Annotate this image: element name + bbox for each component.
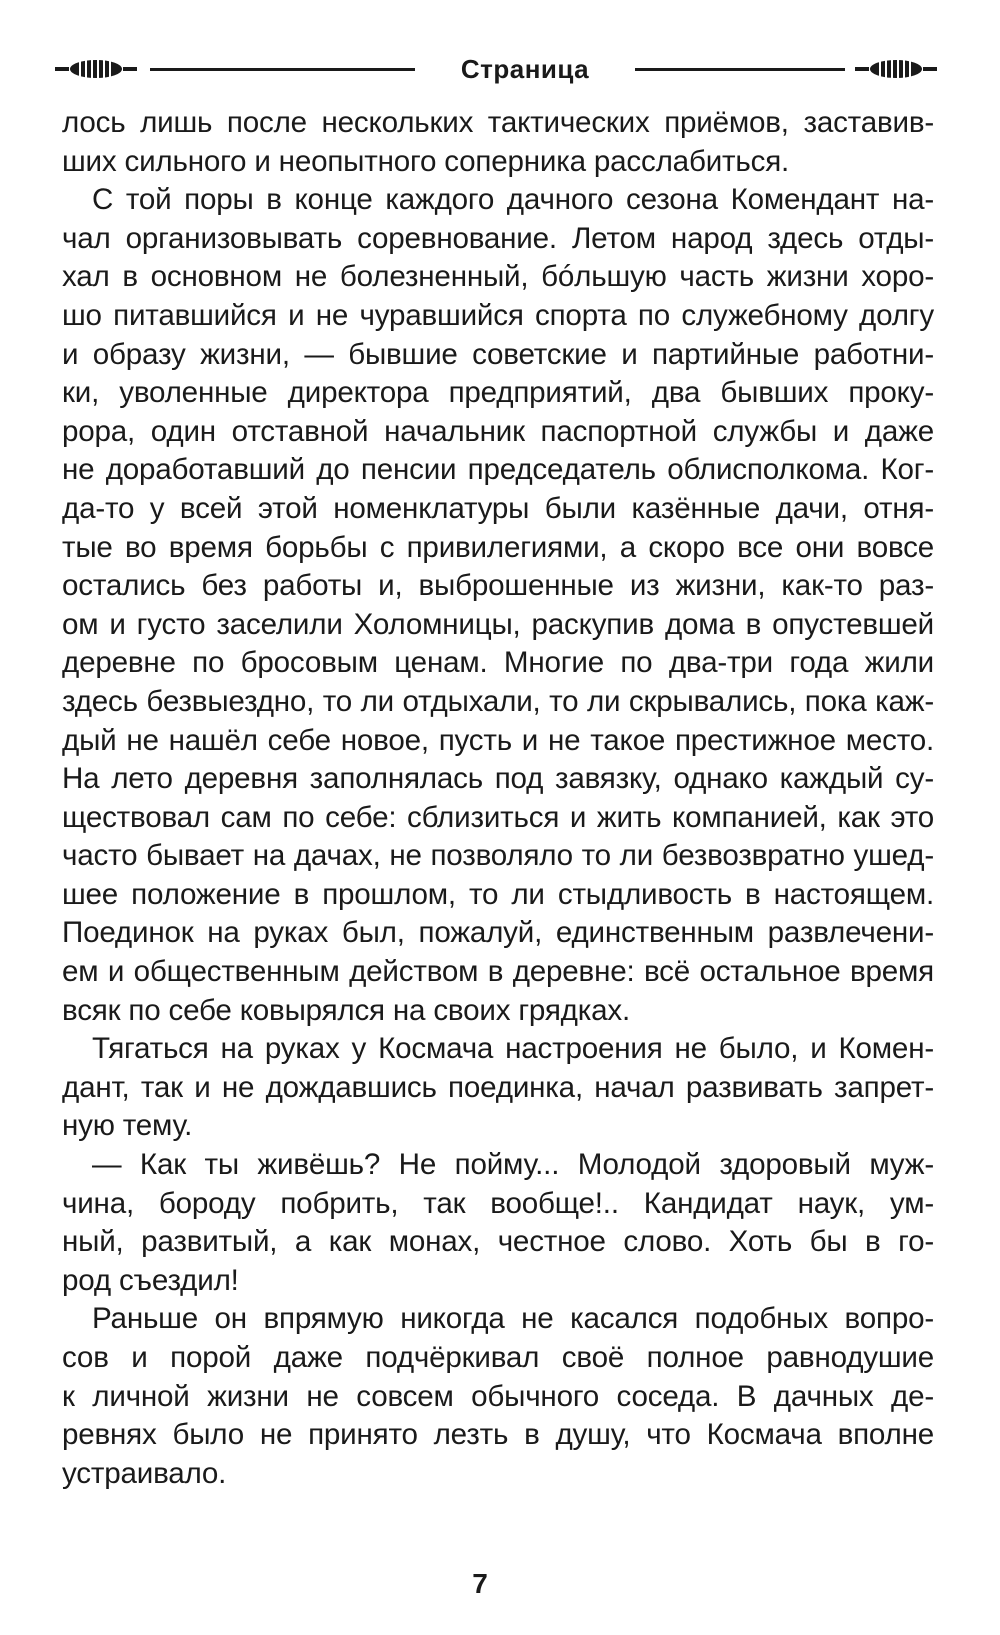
body-text [62,104,934,1493]
paragraph [62,181,934,1030]
paragraph [62,1030,934,1146]
text-line: к личной жизни не совсем обычного соседа. В дачных де- [62,1379,934,1413]
text-line: ем и общественным действом в деревне: всё остальное время [62,955,934,989]
text-line: да-то у всей этой номенклатуры были казённые дачи, отня- [62,491,934,525]
text-line: ревнях было не принято лезть в душу, что Космача вполне [62,1418,934,1452]
text-line: деревне по бросовым ценам. Многие по два-три года жили [62,646,934,680]
text-line: всяк по себе ковырялся на своих грядках. [62,993,631,1027]
text-line: Раньше он впрямую никогда не касался подобных вопро- [92,1302,934,1336]
text-line: устраивало. [62,1456,227,1490]
text-line: здесь безвыездно, то ли отдыхали, то ли скрывались, пока каж- [62,684,934,718]
page-number: 7 [472,1568,488,1599]
text-line: ный, развитый, а как монах, честное слово. Хоть бы в го- [62,1225,934,1259]
text-line: С той поры в конце каждого дачного сезона Комендант на- [92,183,934,217]
text-line: чина, бороду побрить, так вообще!.. Кандидат наук, ум- [62,1186,934,1220]
text-line: лось лишь после нескольких тактических приёмов, заставив- [62,106,934,139]
text-line: шо питавшийся и не чуравшийся спорта по служебному долгу [62,298,934,332]
text-line: ом и густо заселили Холомницы, раскупив дома в опустевшей [62,607,934,641]
text-line: тые во время борьбы с привилегиями, а скоро все они вовсе [62,530,934,564]
text-line: ших сильного и неопытного соперника расслабиться. [62,144,790,178]
ornament-left-icon [55,58,137,80]
header-rule-left [150,68,415,71]
running-header [55,52,945,82]
text-line: не доработавший до пенсии председатель облисполкома. Ког- [62,453,934,487]
text-line: Поединок на руках был, пожалуй, единственным развлечени- [62,916,934,950]
text-line: остались без работы и, выброшенные из жизни, как-то раз- [62,569,934,603]
text-line: дый не нашёл себе новое, пусть и не такое престижное место. [62,723,934,757]
text-line: ществовал сам по себе: сблизиться и жить компанией, как это [62,800,934,834]
text-line: сов и порой даже подчёркивал своё полное равнодушие [62,1341,934,1374]
text-line: хал в основном не болезненный, бóльшую часть жизни хоро- [62,260,934,294]
text-line: чал организовывать соревнование. Летом народ здесь отды- [62,221,934,255]
text-line: и образу жизни, — бывшие советские и партийные работни- [62,337,934,371]
text-line: шее положение в прошлом, то ли стыдливость в настоящем. [62,877,934,911]
text-line: род съездил! [62,1263,239,1297]
paragraph [62,104,934,181]
text-line: ки, уволенные директора предприятий, два бывших проку- [62,376,934,410]
paragraph [62,1300,934,1493]
text-line: ную тему. [62,1109,193,1143]
text-line: — Как ты живёшь? Не пойму... Молодой здоровый муж- [92,1148,934,1182]
text-line: рора, один отставной начальник паспортной службы и даже [62,414,934,448]
ornament-right-icon [855,58,937,80]
text-line: дант, так и не дождавшись поединка, начал развивать запрет- [62,1070,934,1104]
text-line: часто бывает на дачах, не позволяло то ли безвозвратно ушед- [62,839,934,873]
text-line: На лето деревня заполнялась под завязку, однако каждый су- [62,762,934,796]
header-rule-right [635,68,845,71]
text-line: Тягаться на руках у Космача настроения не было, и Комен- [92,1032,934,1066]
header-title: Страница [460,54,590,84]
paragraph [62,1146,934,1300]
